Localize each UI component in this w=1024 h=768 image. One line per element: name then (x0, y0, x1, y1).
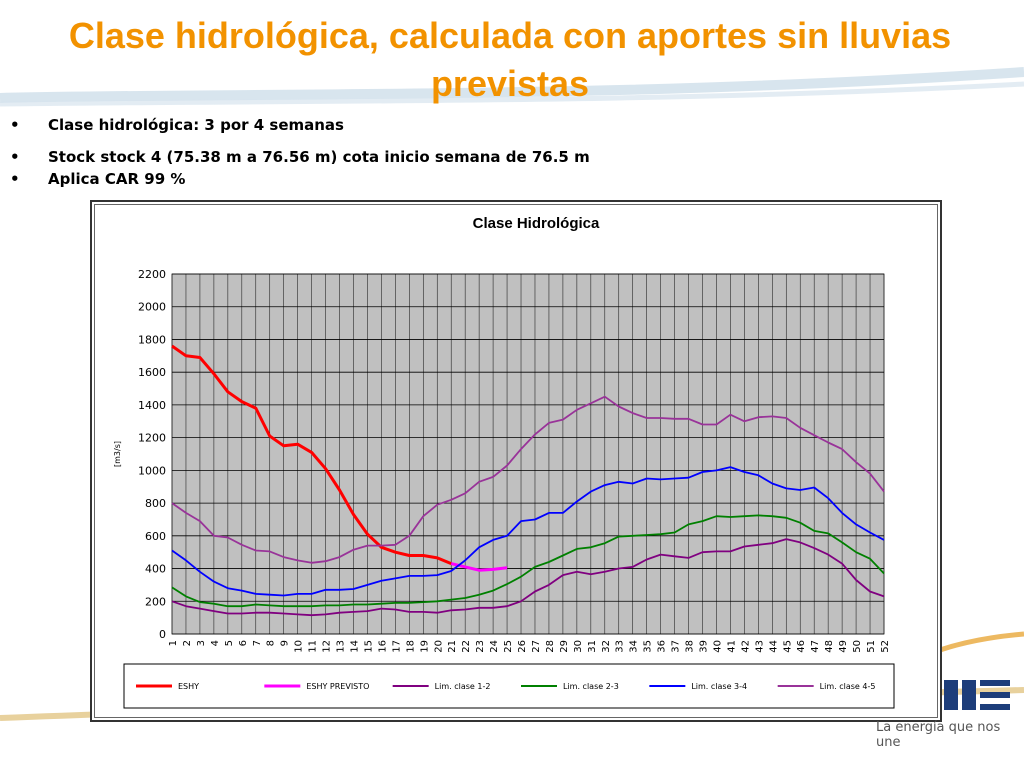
chart-frame (90, 200, 942, 722)
x-tick-label: 17 (391, 640, 403, 653)
x-tick-label: 28 (544, 640, 556, 653)
x-tick-label: 19 (419, 640, 431, 653)
x-tick-label: 40 (712, 640, 724, 653)
x-tick-label: 50 (852, 640, 864, 653)
legend-label: Lim. clase 1-2 (434, 682, 491, 691)
x-tick-label: 18 (405, 640, 417, 653)
x-tick-label: 10 (293, 640, 305, 653)
x-tick-label: 24 (489, 640, 501, 653)
legend-label: ESHY (178, 682, 200, 691)
x-tick-label: 27 (530, 640, 542, 653)
x-tick-label: 9 (279, 640, 291, 647)
x-tick-label: 45 (782, 640, 794, 653)
y-tick-label: 1000 (138, 464, 166, 478)
x-tick-label: 6 (237, 640, 249, 647)
x-tick-label: 8 (265, 640, 277, 647)
x-tick-label: 51 (866, 640, 878, 653)
y-tick-label: 1200 (138, 431, 166, 445)
x-tick-label: 29 (558, 640, 570, 653)
x-tick-label: 21 (447, 640, 459, 653)
plot-area (172, 274, 884, 634)
slide-title: Clase hidrológica, calculada con aportes sin lluvias previstas (68, 15, 952, 104)
x-tick-label: 7 (251, 640, 263, 647)
y-tick-label: 1400 (138, 398, 166, 412)
bullet-dot: • (10, 170, 20, 188)
x-tick-label: 15 (363, 640, 375, 653)
x-tick-label: 37 (670, 640, 682, 653)
bullet-text: Aplica CAR 99 % (48, 170, 186, 188)
y-axis-label: [m3/s] (113, 441, 122, 467)
x-tick-label: 16 (377, 640, 389, 653)
x-tick-label: 20 (433, 640, 445, 653)
x-tick-label: 44 (768, 640, 780, 653)
x-tick-label: 46 (796, 640, 808, 653)
x-tick-label: 22 (461, 640, 473, 653)
bullet-dot: • (10, 116, 20, 134)
y-tick-label: 1800 (138, 333, 166, 347)
x-tick-label: 26 (517, 640, 529, 653)
x-tick-label: 30 (572, 640, 584, 653)
x-tick-label: 36 (656, 640, 668, 653)
x-tick-label: 13 (335, 640, 347, 653)
legend-label: Lim. clase 2-3 (563, 682, 619, 691)
legend-label: ESHY PREVISTO (306, 682, 370, 691)
x-tick-label: 35 (642, 640, 654, 653)
x-tick-label: 12 (321, 640, 333, 653)
line-chart (92, 202, 940, 720)
x-tick-label: 33 (614, 640, 626, 653)
legend-label: Lim. clase 4-5 (819, 682, 876, 691)
x-tick-label: 47 (810, 640, 822, 653)
x-tick-label: 52 (880, 640, 891, 653)
x-tick-label: 34 (628, 640, 640, 653)
bullet-dot: • (10, 148, 20, 166)
x-tick-label: 32 (600, 640, 612, 653)
x-tick-label: 14 (349, 640, 361, 653)
y-tick-label: 1600 (138, 366, 166, 380)
logo-tagline: La energía que nos une (876, 720, 1001, 750)
x-tick-label: 31 (586, 640, 598, 653)
y-tick-label: 2200 (138, 268, 166, 281)
x-tick-label: 23 (475, 640, 487, 653)
x-tick-label: 41 (726, 640, 738, 653)
x-tick-label: 49 (838, 640, 850, 653)
x-tick-label: 4 (209, 640, 221, 647)
chart-title: Clase Hidrológica (472, 215, 600, 232)
y-tick-label: 400 (145, 562, 166, 576)
y-tick-label: 800 (145, 497, 166, 511)
x-tick-label: 5 (223, 640, 235, 647)
x-tick-label: 39 (698, 640, 710, 653)
x-tick-label: 42 (740, 640, 752, 653)
legend-label: Lim. clase 3-4 (691, 682, 748, 691)
x-tick-label: 3 (195, 640, 207, 647)
ute-logo (940, 676, 1020, 716)
x-tick-label: 25 (503, 640, 515, 653)
bullet-text: Stock stock 4 (75.38 m a 76.56 m) cota inicio semana de 76.5 m (48, 148, 590, 166)
x-tick-label: 43 (754, 640, 766, 653)
y-tick-label: 200 (145, 595, 166, 609)
y-tick-label: 0 (159, 628, 166, 641)
y-tick-label: 2000 (138, 300, 166, 314)
x-tick-label: 2 (181, 640, 193, 647)
y-tick-label: 600 (145, 529, 166, 543)
bullet-text: Clase hidrológica: 3 por 4 semanas (48, 116, 344, 134)
x-tick-label: 1 (168, 640, 179, 647)
x-tick-label: 48 (824, 640, 836, 653)
x-tick-label: 11 (307, 640, 319, 653)
x-tick-label: 38 (684, 640, 696, 653)
